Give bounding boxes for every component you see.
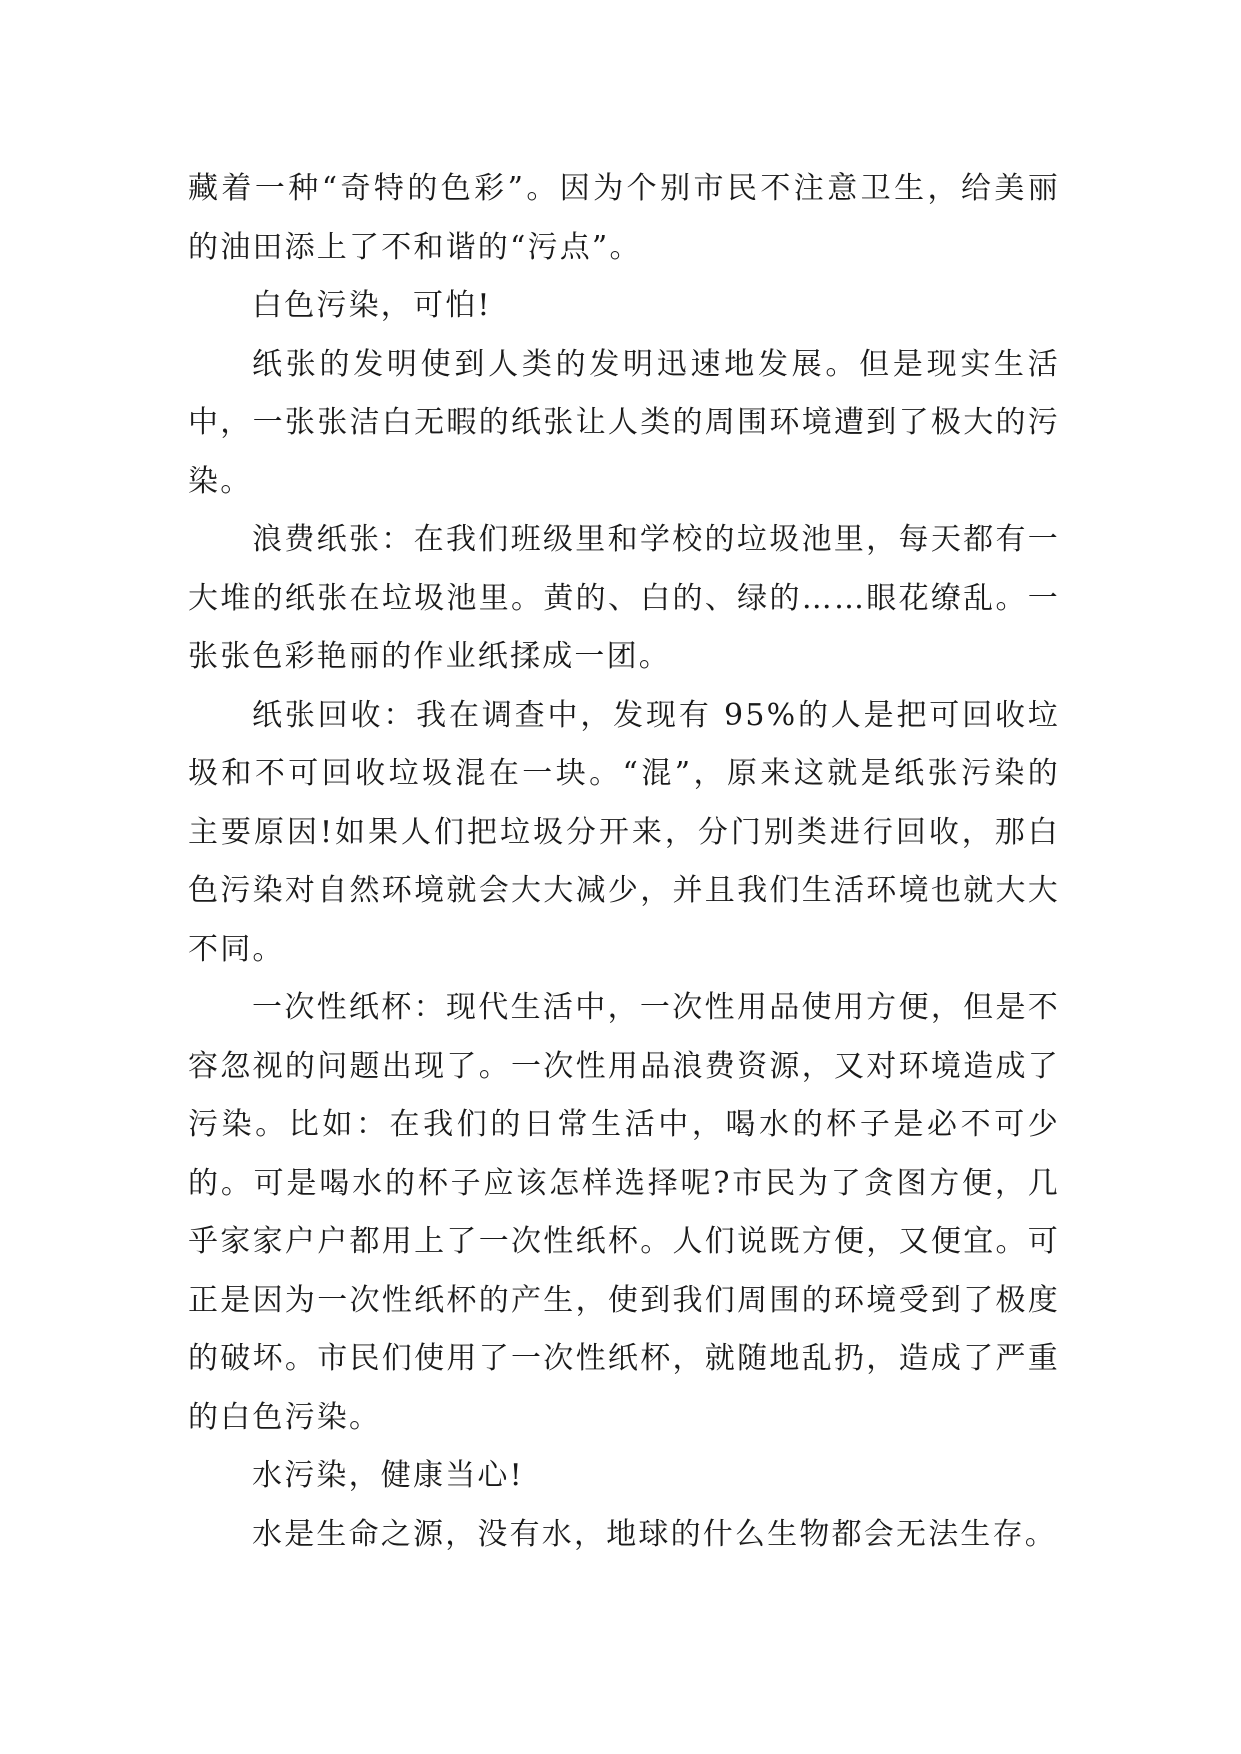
section-heading-white-pollution: 白色污染，可怕! (252, 288, 492, 323)
section-heading-water-pollution: 水污染，健康当心! (252, 1458, 524, 1493)
paragraph-disposable-cups: 一次性纸杯：现代生活中，一次性用品使用方便，但是不容忽视的问题出现了。一次性用品浪费资源，又对环境造成了污染。比如：在我们的日常生活中，喝水的杯子是必不可少的。可是喝水的杯子应该怎样选择呢?市民为了贪图方便，几乎家家户户都用上了一次性纸杯。人们说既方便，又便宜。可正是因为一次性纸杯的产生，使到我们周围的环境受到了极度的破坏。市民们使用了一次性纸杯，就随地乱扔，造成了严重的白色污染。 (188, 990, 1060, 1435)
paragraph-wasting-paper: 浪费纸张：在我们班级里和学校的垃圾池里，每天都有一大堆的纸张在垃圾池里。黄的、白的、绿的……眼花缭乱。一张张色彩艳丽的作业纸揉成一团。 (188, 522, 1060, 674)
paragraph-paper-invention: 纸张的发明使到人类的发明迅速地发展。但是现实生活中，一张张洁白无暇的纸张让人类的周围环境遭到了极大的污染。 (188, 346, 1060, 499)
paragraph-water-source: 水是生命之源，没有水，地球的什么生物都会无法生存。 (252, 1516, 1057, 1552)
paragraph-continuation: 藏着一种“奇特的色彩”。因为个别市民不注意卫生，给美丽的油田添上了不和谐的“污点”。 (188, 171, 1060, 265)
paragraph-paper-recycling: 纸张回收：我在调查中，发现有 95%的人是把可回收垃圾和不可回收垃圾混在一块。“混”，原来这就是纸张污染的主要原因!如果人们把垃圾分开来，分门别类进行回收，那白色污染对自然环境就会大大减少，并且我们生活环境也就大大不同。 (188, 697, 1060, 967)
document-body (188, 160, 1060, 1564)
